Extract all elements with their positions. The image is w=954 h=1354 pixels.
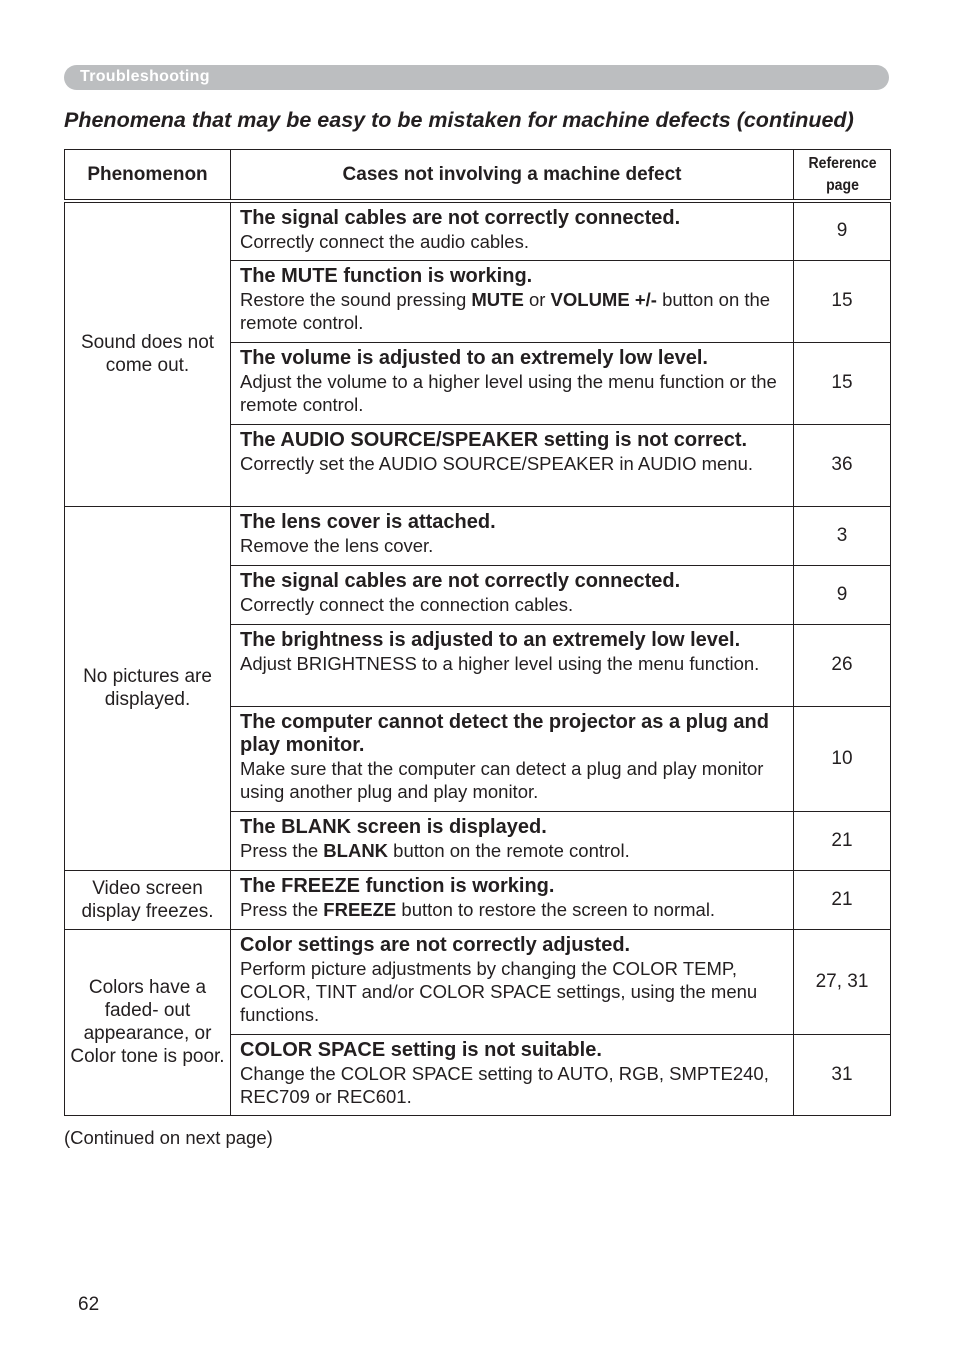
case-title: The MUTE function is working.: [240, 264, 533, 287]
case-title: The signal cables are not correctly connected.: [240, 569, 681, 592]
case-cell: [231, 811, 794, 870]
page-number: 62: [78, 1294, 100, 1315]
phenomena-table: [64, 149, 891, 1116]
reference-page: 21: [794, 811, 891, 870]
case-title: Color settings are not correctly adjusted.: [240, 933, 631, 956]
case-description: Correctly connect the connection cables.: [240, 593, 574, 615]
header-cases: Cases not involving a machine defect: [231, 150, 794, 202]
case-title: The computer cannot detect the projector as a plug and play monitor.: [240, 710, 769, 756]
case-description: Correctly set the AUDIO SOURCE/SPEAKER in AUDIO menu.: [240, 452, 754, 474]
desc-text: or: [523, 288, 551, 310]
case-cell: [231, 1034, 794, 1115]
page-heading: Phenomena that may be easy to be mistaken for machine defects (continued): [64, 108, 854, 132]
case-cell: [231, 565, 794, 624]
header-reference: Reference page: [799, 150, 884, 202]
case-description: [240, 898, 787, 921]
case-cell: [231, 706, 794, 811]
bold-keyword: VOLUME +/-: [550, 288, 657, 310]
case-description: Change the COLOR SPACE setting to AUTO, RGB, SMPTE240, REC709 or REC601.: [240, 1062, 769, 1107]
table-body: [65, 201, 891, 1115]
desc-text: Restore the sound pressing: [240, 288, 472, 310]
case-description: [240, 288, 787, 334]
reference-page: 21: [794, 870, 891, 929]
bold-keyword: MUTE: [471, 288, 524, 310]
desc-text: button on the remote control.: [240, 288, 771, 333]
phenomenon-cell: Video screen display freezes.: [65, 870, 231, 929]
desc-text: Press the: [240, 898, 324, 920]
case-description: Perform picture adjustments by changing the COLOR TEMP, COLOR, TINT and/or COLOR SPACE settings, using the menu functions.: [240, 957, 758, 1025]
case-cell: [231, 929, 794, 1034]
table-row: [65, 929, 891, 1034]
table-row: [65, 870, 891, 929]
case-title: COLOR SPACE setting is not suitable.: [240, 1038, 602, 1061]
case-description: Make sure that the computer can detect a plug and play monitor using another plug and play monitor.: [240, 757, 764, 802]
bold-keyword: BLANK: [323, 839, 389, 861]
case-title: The AUDIO SOURCE/SPEAKER setting is not correct.: [240, 428, 748, 451]
reference-page: 9: [794, 565, 891, 624]
continued-note: (Continued on next page): [64, 1127, 273, 1148]
case-description: [240, 839, 787, 862]
reference-page: 31: [794, 1034, 891, 1115]
case-cell: [231, 870, 794, 929]
case-cell: [231, 624, 794, 706]
case-description: Correctly connect the audio cables.: [240, 231, 529, 252]
case-description: Remove the lens cover.: [240, 534, 434, 556]
section-bar: [64, 65, 889, 90]
case-description: Adjust BRIGHTNESS to a higher level using the menu function.: [240, 652, 760, 674]
table-row: [65, 201, 891, 260]
reference-page: 10: [794, 706, 891, 811]
case-title: The brightness is adjusted to an extremely low level.: [240, 628, 741, 651]
header-phenomenon: Phenomenon: [65, 150, 231, 202]
case-description: Adjust the volume to a higher level using the menu function or the remote control.: [240, 370, 777, 415]
desc-text: button to restore the screen to normal.: [396, 898, 716, 920]
table-header-row: [65, 150, 891, 202]
reference-page: 15: [794, 260, 891, 342]
case-title: The volume is adjusted to an extremely low level.: [240, 346, 708, 369]
bold-keyword: FREEZE: [323, 898, 397, 920]
section-label: Troubleshooting: [80, 68, 210, 85]
phenomenon-cell: No pictures are displayed.: [65, 506, 231, 870]
phenomenon-cell: Sound does not come out.: [65, 201, 231, 506]
case-cell: [231, 260, 794, 342]
case-title: The lens cover is attached.: [240, 510, 496, 533]
phenomenon-cell: Colors have a faded- out appearance, or Color tone is poor.: [65, 929, 231, 1115]
case-title: The FREEZE function is working.: [240, 874, 555, 897]
reference-page: 26: [794, 624, 891, 706]
reference-page: 3: [794, 506, 891, 565]
reference-page: 9: [794, 201, 891, 260]
case-cell: [231, 506, 794, 565]
desc-text: button on the remote control.: [388, 839, 630, 861]
table-row: [65, 506, 891, 565]
reference-page: 27, 31: [794, 929, 891, 1034]
case-title: The signal cables are not correctly connected.: [240, 207, 681, 229]
case-cell: [231, 201, 794, 260]
reference-page: 36: [794, 424, 891, 506]
desc-text: Press the: [240, 839, 324, 861]
case-cell: [231, 342, 794, 424]
reference-page: 15: [794, 342, 891, 424]
case-cell: [231, 424, 794, 506]
case-title: The BLANK screen is displayed.: [240, 815, 547, 838]
